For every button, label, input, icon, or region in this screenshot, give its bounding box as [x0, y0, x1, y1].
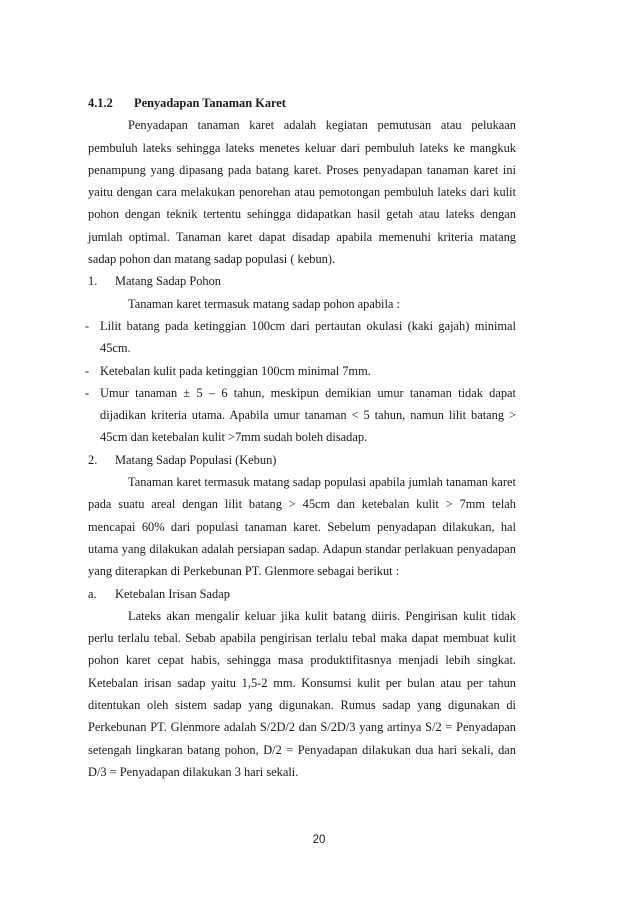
item-1-lead: Tanaman karet termasuk matang sadap pohon apabila : — [128, 296, 400, 311]
bullet-marker: - — [85, 385, 90, 400]
item-2-title: Matang Sadap Populasi (Kebun) — [115, 452, 277, 467]
bullet-text: Umur tanaman ± 5 – 6 tahun, meskipun demikian umur tanaman tidak dapat dijadikan kriteria utama. Apabila umur tanaman < 5 tahun, namun lilit batang > 45cm dan ketebalan kulit >7mm sudah boleh disadap. — [100, 385, 516, 445]
bullet-item — [85, 315, 516, 360]
item-a-paragraph: Lateks akan mengalir keluar jika kulit batang diiris. Pengirisan kulit tidak perlu terlalu tebal. Sebab apabila pengirisan terlalu tebal maka dapat membuat kulit pohon karet cepat habis, sehingga masa produktifitasnya menjadi lebih singkat. Ketebalan irisan sadap yaitu 1,5-2 mm. Konsumsi kulit per bulan atau per tahun ditentukan oleh sistem sadap yang digunakan. Rumus sadap yang digunakan di Perkebunan PT. Glenmore adalah S/2D/2 dan S/2D/3 yang artinya S/2 = Penyadapan setengah lingkaran batang pohon, D/2 = Penyadapan dilakukan dua hari sekali, dan D/3 = Penyadapan dilakukan 3 hari sekali. — [88, 608, 516, 779]
section-number: 4.1.2 — [88, 96, 113, 110]
bullet-item — [85, 360, 516, 382]
section-title: Penyadapan Tanaman Karet — [134, 96, 286, 110]
item-a-marker: a. — [88, 586, 97, 601]
bullet-text: Lilit batang pada ketinggian 100cm dari pertautan okulasi (kaki gajah) minimal 45cm. — [100, 318, 516, 356]
item-a-title: Ketebalan Irisan Sadap — [115, 586, 230, 601]
item-1-title: Matang Sadap Pohon — [115, 274, 221, 289]
page-number: 20 — [312, 834, 326, 846]
item-a-heading — [88, 583, 516, 605]
bullet-item — [85, 382, 516, 449]
item-1-marker: 1. — [88, 274, 98, 289]
bullet-text: Ketebalan kulit pada ketinggian 100cm minimal 7mm. — [100, 363, 371, 378]
intro-paragraph: Penyadapan tanaman karet adalah kegiatan pemutusan atau pelukaan pembuluh lateks sehingga lateks menetes keluar dari pembuluh lateks ke mangkuk penampung yang dipasang pada batang karet. Proses penyadapan tanaman karet ini yaitu dengan cara melakukan penorehan atau pemotongan pembuluh lateks dari kulit pohon dengan teknik tertentu sehingga didapatkan hasil getah atau lateks dengan jumlah optimal. Tanaman karet dapat disadap apabila memenuhi kriteria matang sadap pohon dan matang sadap populasi ( kebun). — [88, 118, 516, 267]
bullet-marker: - — [85, 363, 90, 378]
bullet-marker: - — [85, 318, 90, 333]
item-1-heading — [88, 270, 516, 292]
item-2-heading — [88, 449, 516, 471]
item-2-paragraph: Tanaman karet termasuk matang sadap populasi apabila jumlah tanaman karet pada suatu areal dengan lilit batang > 45cm dan ketebalan kulit > 7mm telah mencapai 60% dari populasi tanaman karet. Sebelum penyadapan dilakukan, hal utama yang dilakukan adalah persiapan sadap. Adapun standar perlakuan penyadapan yang diterapkan di Perkebunan PT. Glenmore sebagai berikut : — [88, 475, 516, 579]
section-heading — [88, 92, 516, 114]
page-content — [85, 92, 516, 783]
item-2-marker: 2. — [88, 452, 98, 467]
